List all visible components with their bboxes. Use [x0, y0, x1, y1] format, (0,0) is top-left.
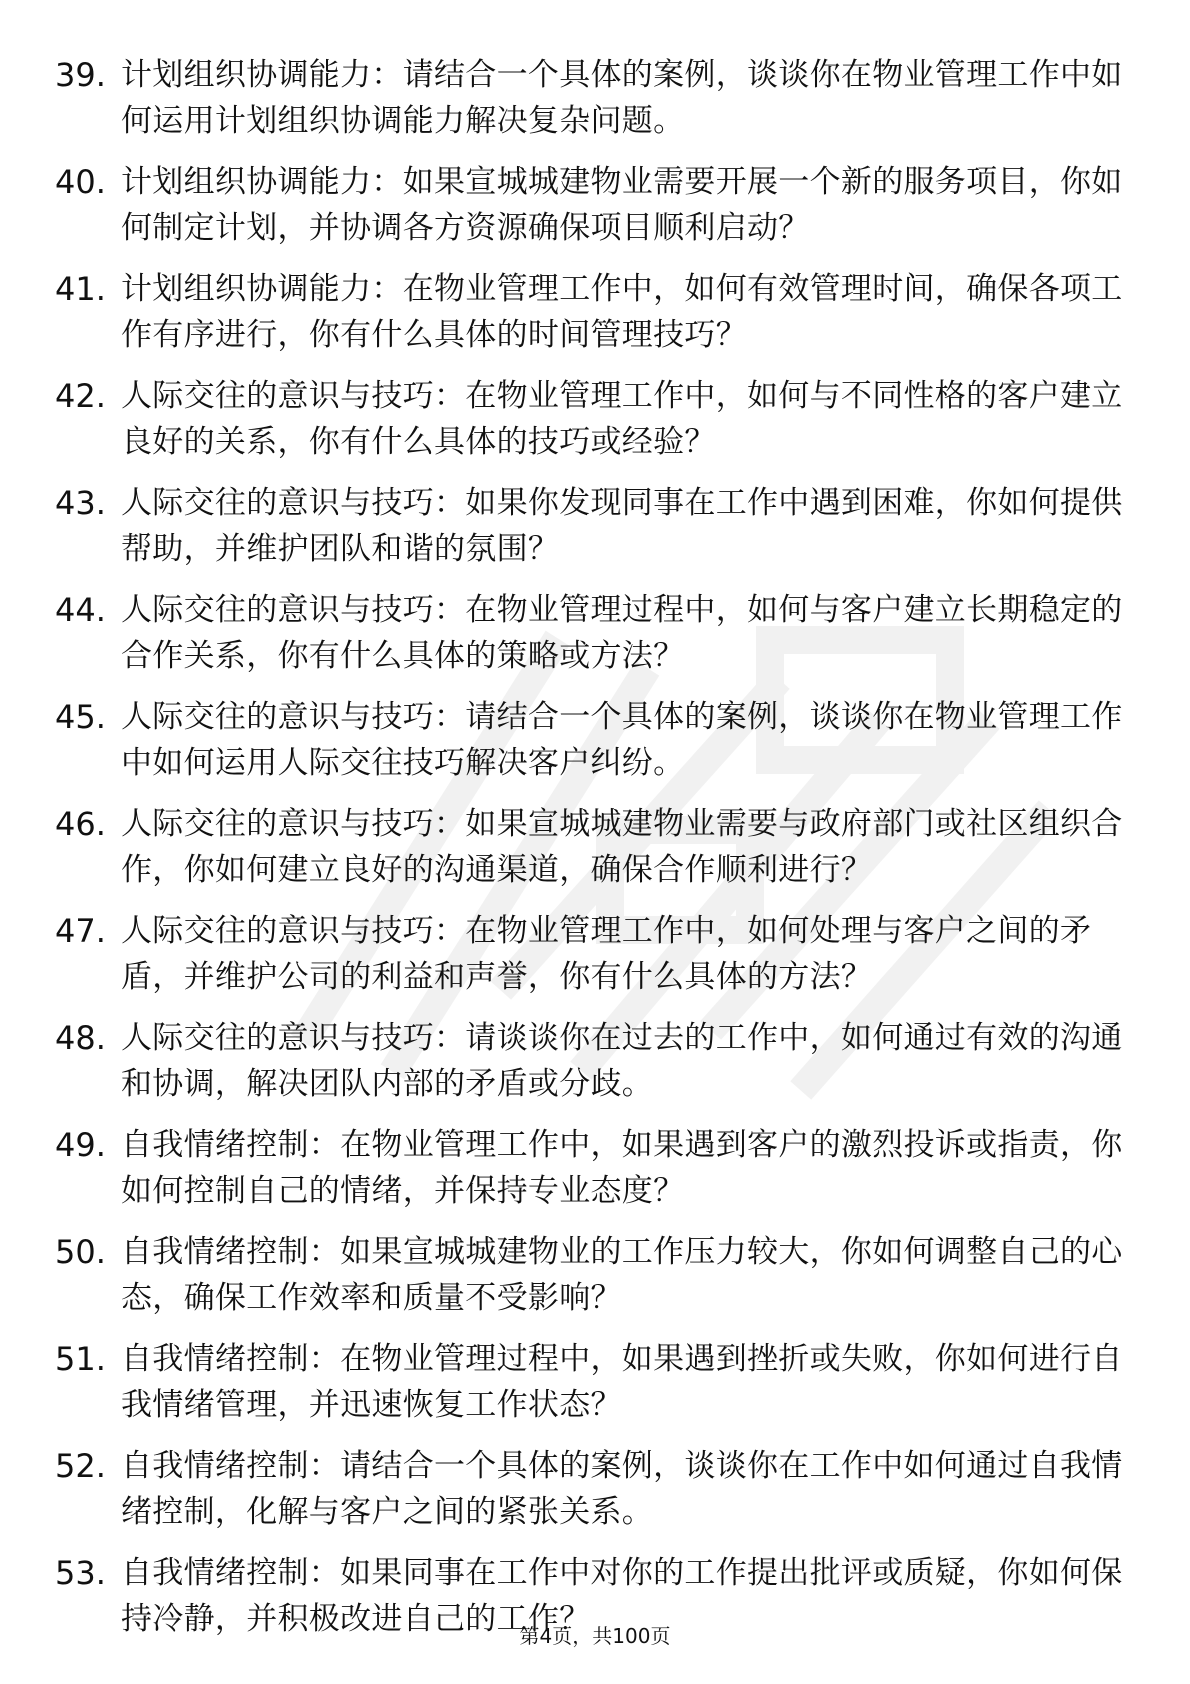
- page-footer: 第4页，共100页: [519, 1624, 671, 1648]
- question-number: 40.: [55, 163, 106, 201]
- question-text: 自我情绪控制：如果宣城城建物业的工作压力较大，你如何调整自己的心态，确保工作效率和质量不受影响？: [121, 1234, 1123, 1316]
- question-number: 39.: [55, 56, 106, 94]
- question-item: [55, 1015, 1125, 1122]
- question-item: [55, 1443, 1125, 1550]
- question-text: 人际交往的意识与技巧：在物业管理过程中，如何与客户建立长期稳定的合作关系，你有什么具体的策略或方法？: [121, 592, 1123, 674]
- question-number: 52.: [55, 1447, 106, 1485]
- question-text: 人际交往的意识与技巧：如果你发现同事在工作中遇到困难，你如何提供帮助，并维护团队和谐的氛围？: [121, 485, 1123, 567]
- question-text: 人际交往的意识与技巧：请谈谈你在过去的工作中，如何通过有效的沟通和协调，解决团队内部的矛盾或分歧。: [121, 1020, 1123, 1102]
- question-number: 49.: [55, 1126, 106, 1164]
- question-item: [55, 480, 1125, 587]
- question-number: 48.: [55, 1019, 106, 1057]
- question-item: [55, 587, 1125, 694]
- question-number: 51.: [55, 1340, 106, 1378]
- question-text: 自我情绪控制：如果同事在工作中对你的工作提出批评或质疑，你如何保持冷静，并积极改进自己的工作？: [121, 1555, 1123, 1637]
- question-number: 47.: [55, 912, 106, 950]
- question-item: [55, 694, 1125, 801]
- question-number: 41.: [55, 270, 106, 308]
- question-item: [55, 266, 1125, 373]
- question-item: [55, 159, 1125, 266]
- question-text: 计划组织协调能力：如果宣城城建物业需要开展一个新的服务项目，你如何制定计划，并协调各方资源确保项目顺利启动？: [121, 164, 1123, 246]
- question-text: 自我情绪控制：请结合一个具体的案例，谈谈你在工作中如何通过自我情绪控制，化解与客户之间的紧张关系。: [121, 1448, 1123, 1530]
- question-item: [55, 1122, 1125, 1229]
- question-number: 44.: [55, 591, 106, 629]
- question-text: 计划组织协调能力：在物业管理工作中，如何有效管理时间，确保各项工作有序进行，你有什么具体的时间管理技巧？: [121, 271, 1123, 353]
- question-text: 自我情绪控制：在物业管理工作中，如果遇到客户的激烈投诉或指责，你如何控制自己的情绪，并保持专业态度？: [121, 1127, 1123, 1209]
- question-list: [55, 52, 1125, 1657]
- question-item: [55, 1336, 1125, 1443]
- question-text: 自我情绪控制：在物业管理过程中，如果遇到挫折或失败，你如何进行自我情绪管理，并迅速恢复工作状态？: [121, 1341, 1123, 1423]
- question-text: 人际交往的意识与技巧：如果宣城城建物业需要与政府部门或社区组织合作，你如何建立良好的沟通渠道，确保合作顺利进行？: [121, 806, 1123, 888]
- question-number: 46.: [55, 805, 106, 843]
- question-item: [55, 52, 1125, 159]
- question-text: 人际交往的意识与技巧：在物业管理工作中，如何与不同性格的客户建立良好的关系，你有什么具体的技巧或经验？: [121, 378, 1123, 460]
- question-number: 45.: [55, 698, 106, 736]
- question-number: 50.: [55, 1233, 106, 1271]
- question-item: [55, 1229, 1125, 1336]
- question-item: [55, 373, 1125, 480]
- question-text: 计划组织协调能力：请结合一个具体的案例，谈谈你在物业管理工作中如何运用计划组织协调能力解决复杂问题。: [121, 57, 1123, 139]
- question-text: 人际交往的意识与技巧：请结合一个具体的案例，谈谈你在物业管理工作中如何运用人际交往技巧解决客户纠纷。: [121, 699, 1123, 781]
- question-number: 43.: [55, 484, 106, 522]
- question-item: [55, 908, 1125, 1015]
- question-number: 53.: [55, 1554, 106, 1592]
- question-item: [55, 801, 1125, 908]
- question-text: 人际交往的意识与技巧：在物业管理工作中，如何处理与客户之间的矛盾，并维护公司的利益和声誉，你有什么具体的方法？: [121, 913, 1092, 995]
- question-number: 42.: [55, 377, 106, 415]
